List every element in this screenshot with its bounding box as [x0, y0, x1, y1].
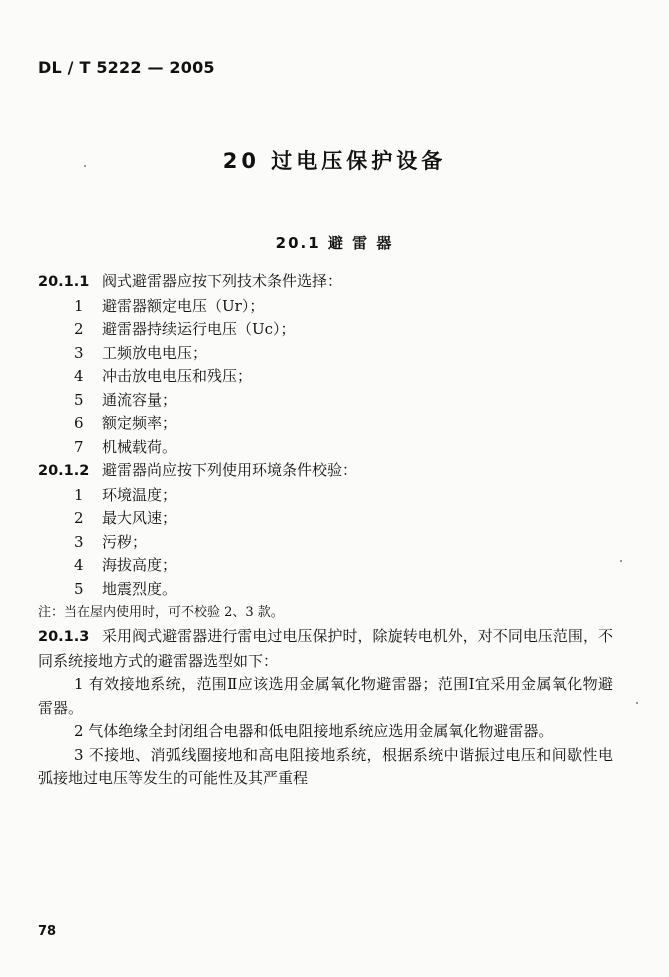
list-item [38, 554, 613, 578]
clause-20-1-3 [38, 625, 613, 673]
list-item [38, 578, 613, 602]
item-number: 2 [74, 320, 84, 338]
list-item [38, 389, 613, 413]
list-item [38, 412, 613, 436]
clause-number: 20.1.1 [38, 274, 90, 290]
item-text: 避雷器持续运行电压（Uc）； [102, 320, 296, 338]
list-item [38, 318, 613, 342]
list-item [38, 484, 613, 508]
clause-text: 避雷器尚应按下列使用环境条件校验： [102, 461, 358, 479]
list-item [38, 436, 613, 460]
note: 注：当在屋内使用时，可不校验 2、3 款。 [38, 605, 284, 620]
item-text: 工频放电电压； [102, 343, 208, 362]
scan-speck [84, 165, 86, 167]
item-number: 3 [74, 343, 84, 362]
item-text: 海拔高度； [102, 556, 178, 574]
item-text: 避雷器额定电压（Ur）； [102, 296, 265, 315]
item-number: 1 [74, 296, 84, 315]
clause-number: 20.1.2 [38, 463, 90, 479]
item-text: 最大风速； [102, 509, 178, 527]
chapter-title: 20 过电压保护设备 [222, 149, 447, 173]
item-number: 4 [74, 367, 84, 385]
item-number: 6 [74, 414, 84, 432]
item-number: 5 [74, 390, 84, 409]
scan-speck [636, 702, 638, 704]
item-number: 5 [74, 579, 84, 598]
paragraph: 1 有效接地系统，范围Ⅱ应该选用金属氧化物避雷器；范围Ⅰ宜采用金属氧化物避雷器。 [38, 675, 613, 717]
item-number: 4 [74, 556, 84, 574]
paragraph: 3 不接地、消弧线圈接地和高电阻接地系统，根据系统中谐振过电压和间歇性电弧接地过电压等发生的可能性及其严重程 [38, 745, 613, 787]
item-number: 3 [74, 532, 84, 551]
standard-code: DL / T 5222 — 2005 [38, 58, 215, 77]
list-item [38, 342, 613, 366]
clause-text: 阀式避雷器应按下列技术条件选择： [102, 272, 343, 290]
scan-speck [620, 560, 622, 562]
list-item [38, 531, 613, 555]
item-text: 冲击放电电压和残压； [102, 367, 253, 385]
paragraph: 2 气体绝缘全封闭组合电器和低电阻接地系统应选用金属氧化物避雷器。 [74, 722, 554, 740]
item-number: 7 [74, 437, 84, 456]
item-text: 污秽； [102, 532, 148, 551]
item-text: 通流容量； [102, 390, 178, 409]
item-text: 地震烈度。 [102, 579, 178, 598]
clause-20-1-1 [38, 270, 613, 295]
item-number: 1 [74, 485, 84, 504]
clause-number: 20.1.3 [38, 629, 90, 645]
clause-20-1-2 [38, 459, 613, 484]
item-number: 2 [74, 509, 84, 527]
list-item [38, 295, 613, 319]
body-text [38, 270, 613, 791]
item-text: 额定频率； [102, 414, 178, 432]
list-item [38, 507, 613, 531]
item-text: 环境温度； [102, 485, 178, 504]
clause-text: 采用阀式避雷器进行雷电过电压保护时，除旋转电机外，对不同电压范围，不同系统接地方式的避雷器选型如下： [38, 627, 613, 670]
item-text: 机械载荷。 [102, 437, 178, 456]
page-number: 78 [38, 924, 57, 939]
list-item [38, 365, 613, 389]
section-title: 20.1 避 雷 器 [275, 234, 394, 252]
